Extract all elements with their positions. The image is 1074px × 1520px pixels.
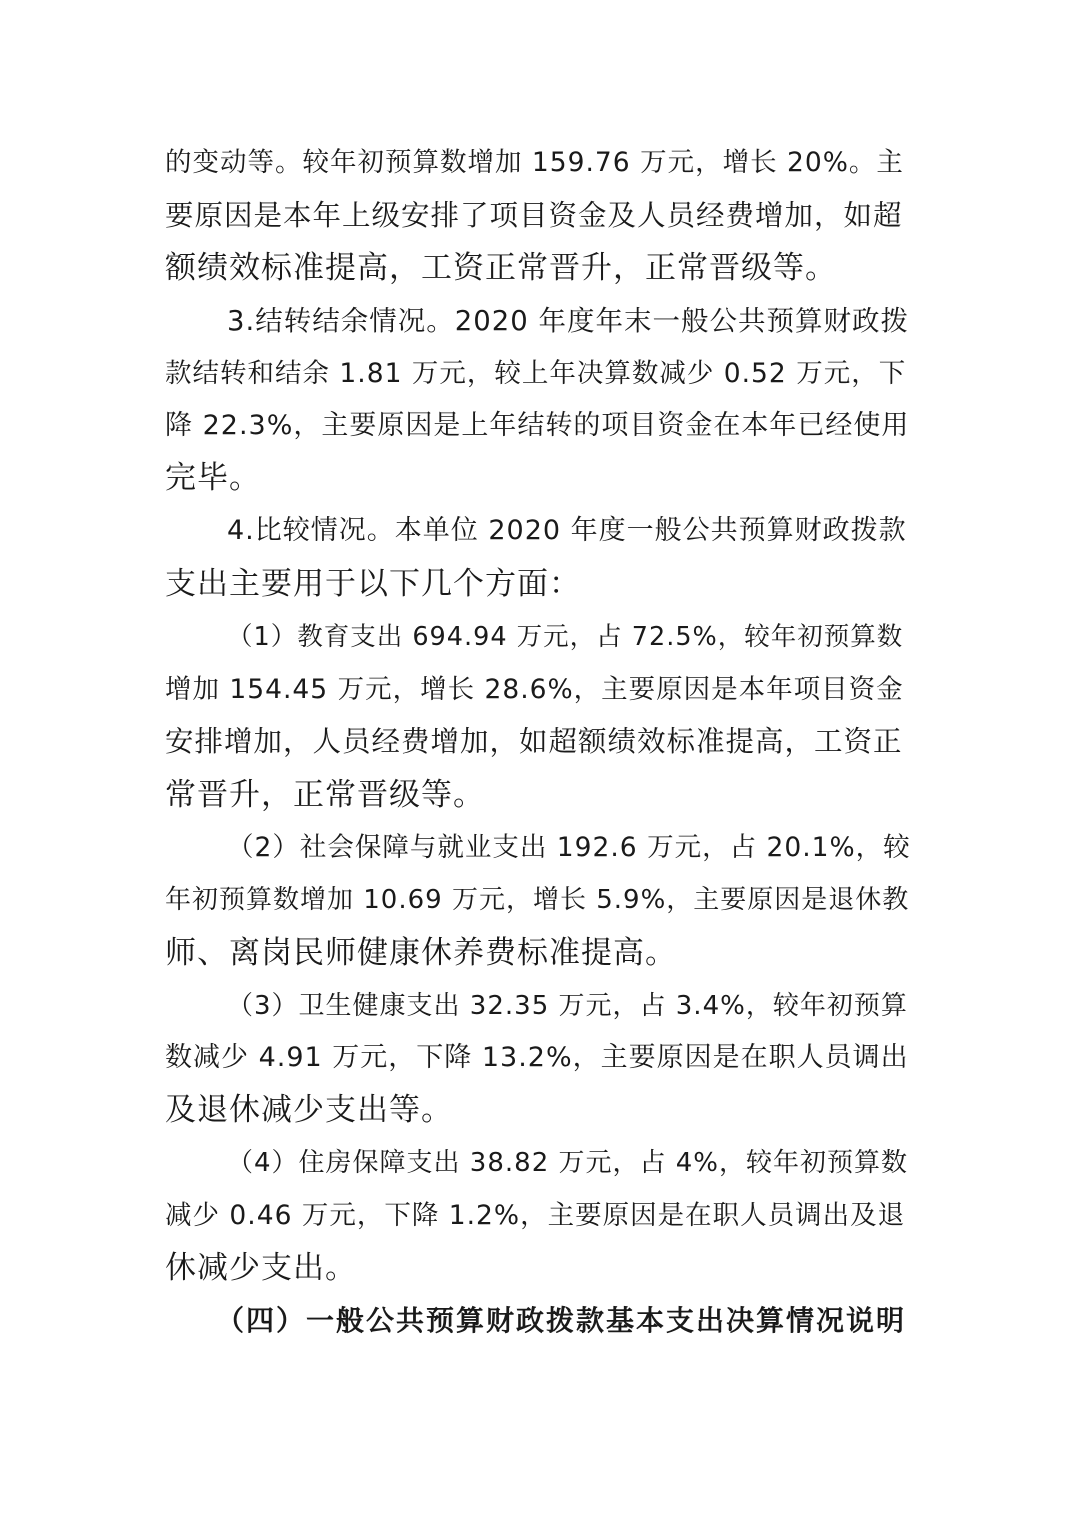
- text-line: 额绩效标准提高，工资正常晋升，正常晋级等。: [165, 250, 837, 286]
- text-line: 增加 154.45 万元，增长 28.6%，主要原因是本年项目资金: [165, 674, 904, 705]
- text-line: 常晋升，正常晋级等。: [165, 777, 485, 813]
- text-line: 的变动等。较年初预算数增加 159.76 万元，增长 20%。主: [165, 147, 904, 178]
- text-line: 休减少支出。: [165, 1250, 357, 1286]
- text-line: 款结转和结余 1.81 万元，较上年决算数减少 0.52 万元，下: [165, 358, 907, 389]
- text-line: 减少 0.46 万元，下降 1.2%，主要原因是在职人员调出及退: [165, 1200, 906, 1231]
- text-line: （4）住房保障支出 38.82 万元，占 4%，较年初预算数: [227, 1148, 909, 1178]
- text-line: 4.比较情况。本单位 2020 年度一般公共预算财政拨款: [227, 515, 907, 546]
- text-line: （2）社会保障与就业支出 192.6 万元，占 20.1%，较: [227, 832, 911, 863]
- section-heading: （四）一般公共预算财政拨款基本支出决算情况说明: [216, 1304, 907, 1337]
- text-line: 年初预算数增加 10.69 万元，增长 5.9%，主要原因是退休教: [165, 885, 910, 915]
- text-line: （3）卫生健康支出 32.35 万元，占 3.4%，较年初预算: [227, 991, 908, 1021]
- text-line: 支出主要用于以下几个方面：: [165, 566, 581, 602]
- text-line: 3.结转结余情况。2020 年度年末一般公共预算财政拨: [227, 305, 909, 337]
- text-line: 安排增加，人员经费增加，如超额绩效标准提高，工资正: [165, 725, 903, 758]
- text-line: 要原因是本年上级安排了项目资金及人员经费增加，如超: [165, 199, 903, 232]
- text-line: （1）教育支出 694.94 万元，占 72.5%，较年初预算数: [227, 622, 904, 652]
- text-line: 降 22.3%，主要原因是上年结转的项目资金在本年已经使用: [165, 410, 910, 441]
- text-line: 师、离岗民师健康休养费标准提高。: [165, 935, 677, 971]
- text-line: 数减少 4.91 万元，下降 13.2%，主要原因是在职人员调出: [165, 1042, 909, 1073]
- text-line: 及退休减少支出等。: [165, 1092, 453, 1128]
- text-line: 完毕。: [165, 460, 261, 496]
